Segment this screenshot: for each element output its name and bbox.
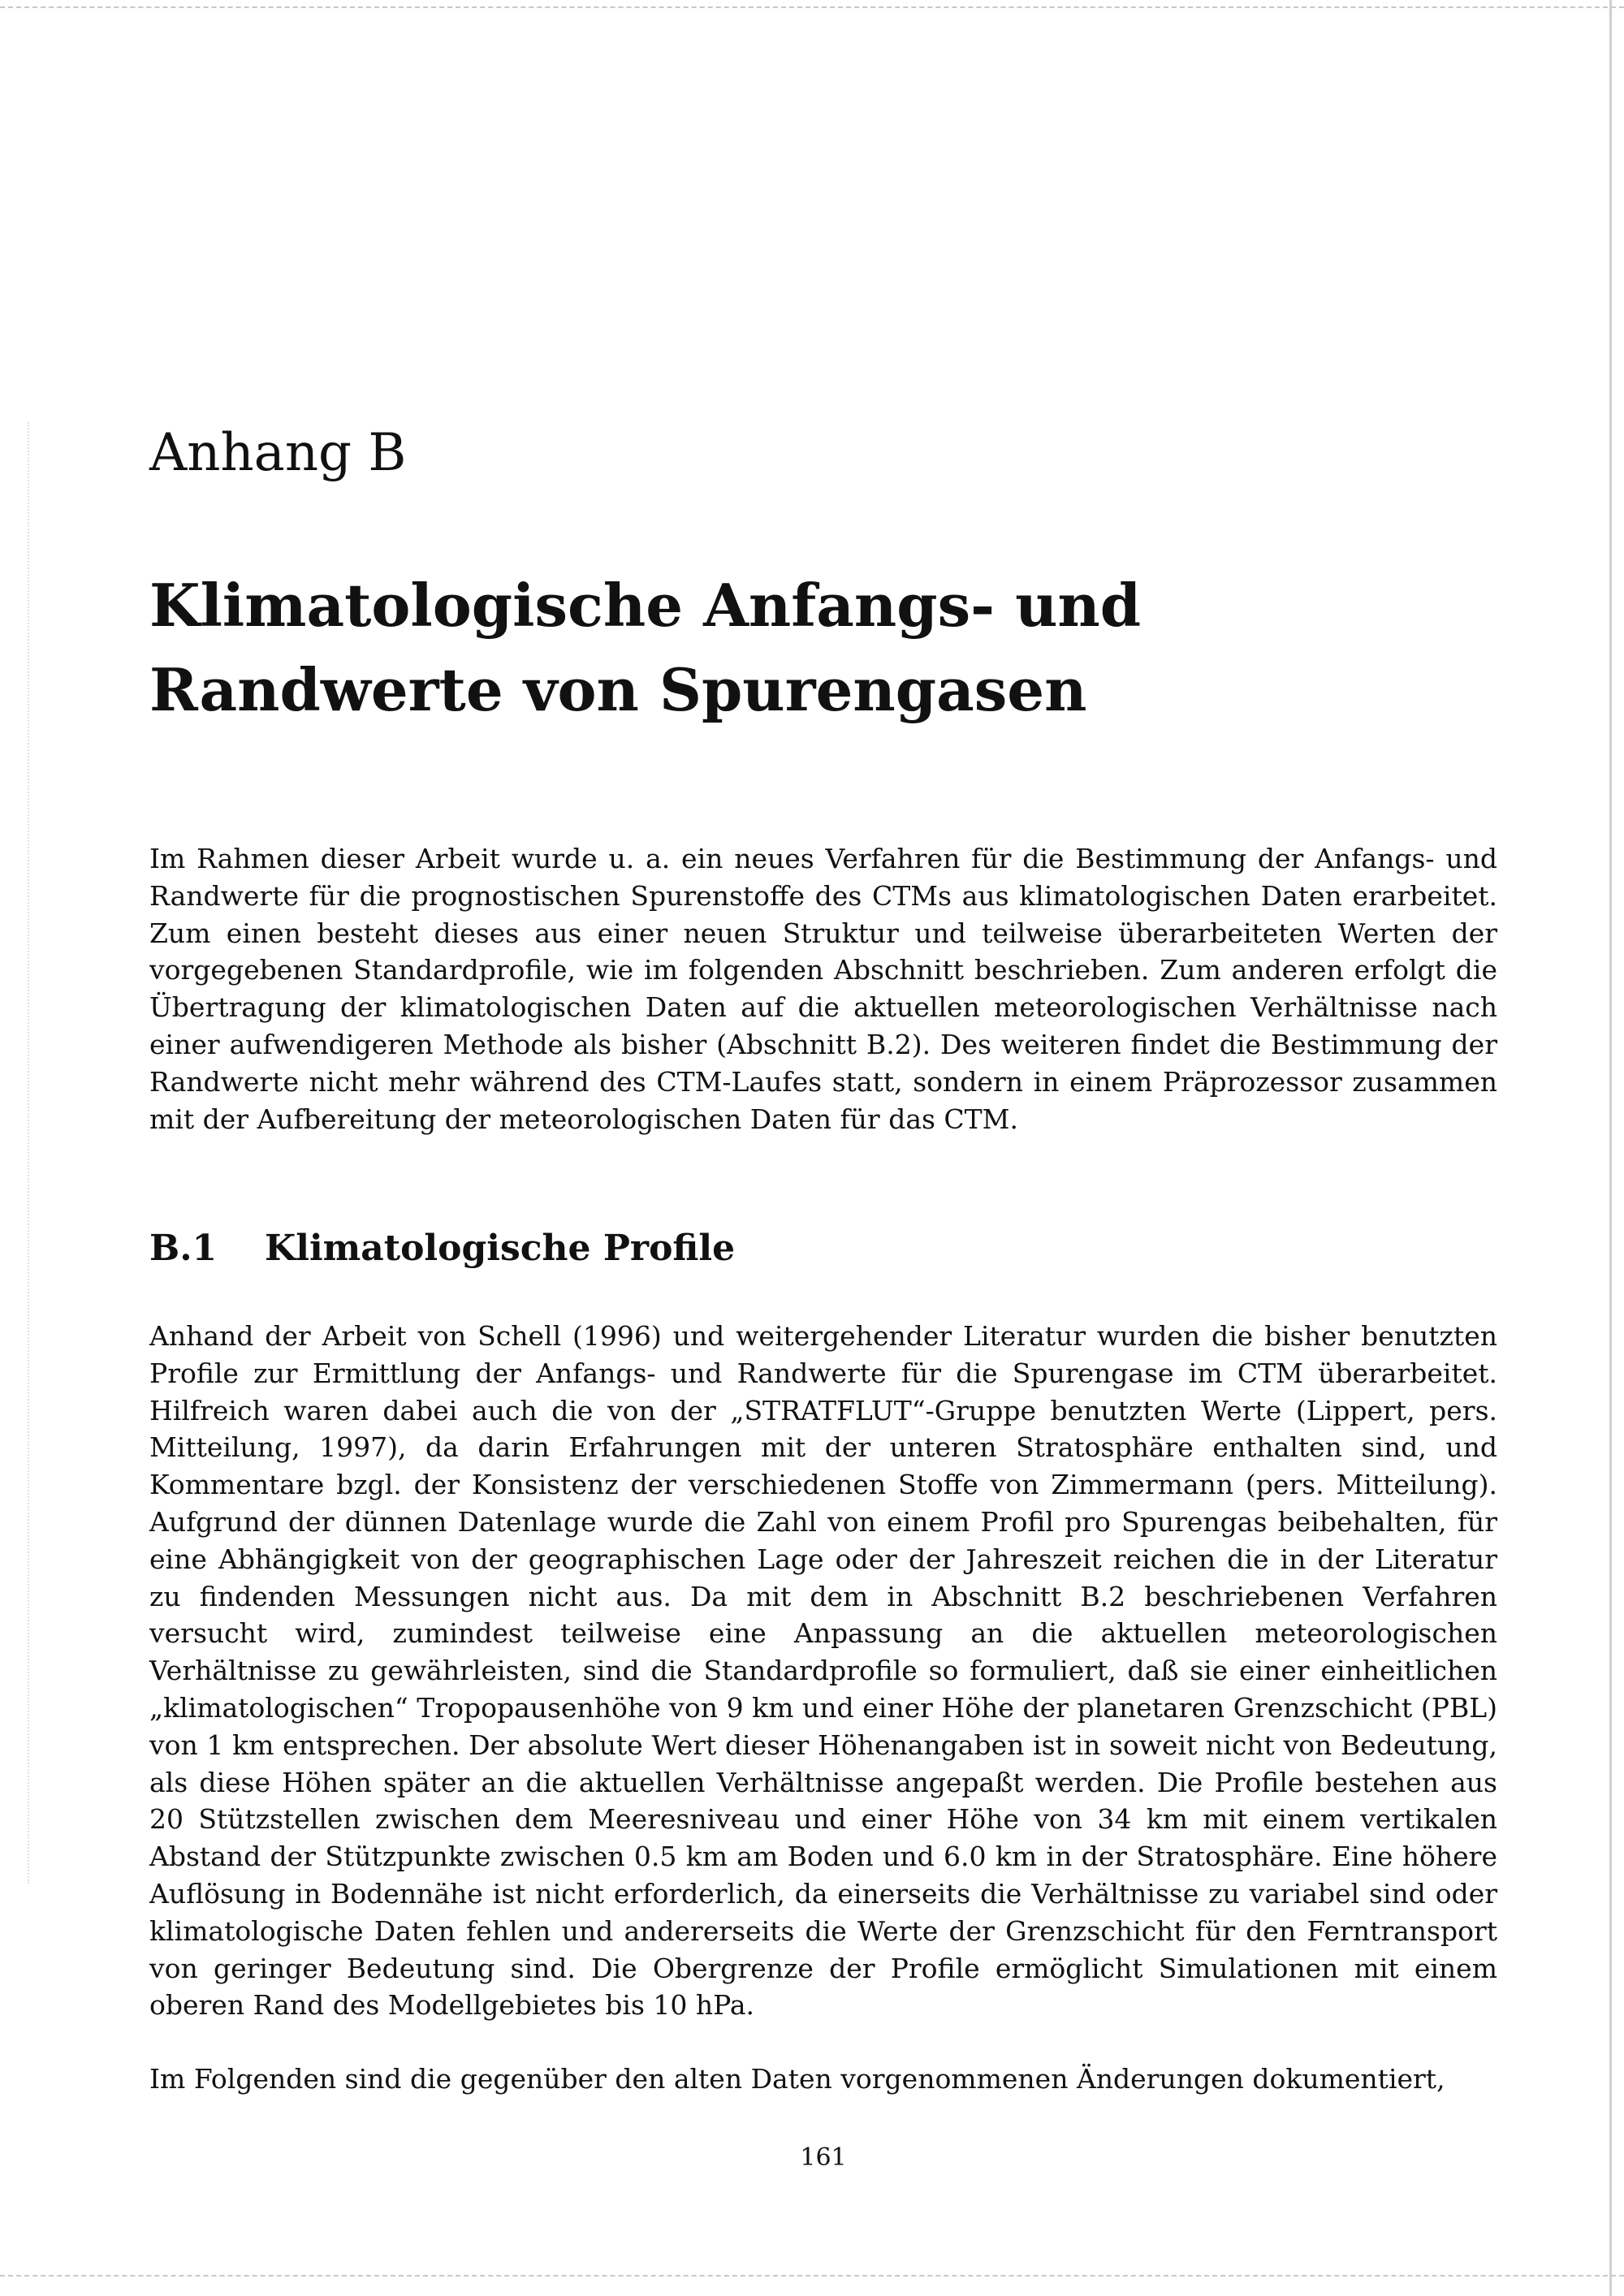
scan-right-edge-line <box>1609 0 1612 2296</box>
chapter-title-line-2: Randwerte von Spurengasen <box>149 655 1087 724</box>
section-title: Klimatologische Profile <box>265 1228 736 1269</box>
section-paragraph: Anhand der Arbeit von Schell (1996) und weitergehender Literatur wurden die bisher benutzten Profile zur Ermittlung der Anfangs- und Randwerte für die Spurengase im CTM überarbeitet. Hilfreich waren dabei auch die von der „STRATFLUT“-Gruppe benutzten Werte (Lippert, pers. Mitteilung, 1997), da darin Erfahrungen mit der unteren Stratosphäre enthalten sind, und Kommentare bzgl. der Konsistenz der verschiedenen Stoffe von Zimmermann (pers. Mitteilung). Aufgrund der dünnen Datenlage wurde die Zahl von einem Profil pro Spurengas beibehalten, für eine Abhängigkeit von der geographischen Lage oder der Jahreszeit reichen die in der Literatur zu findenden Messungen nicht aus. Da mit dem in Abschnitt B.2 beschriebenen Verfahren versucht wird, zumindest teilweise eine Anpassung an die aktuellen meteorologischen Verhältnisse zu gewährleisten, sind die Standardprofile so formuliert, daß sie einer einheitlichen „klimatologischen“ Tropopausenhöhe von 9 km und einer Höhe der planetaren Grenzschicht (PBL) von 1 km entsprechen. Der absolute Wert dieser Höhenangaben ist in soweit nicht von Bedeutung, als diese Höhen später an die aktuellen Verhältnisse angepaßt werden. Die Profile bestehen aus 20 Stützstellen zwischen dem Meeresniveau und einer Höhe von 34 km mit einem vertikalen Abstand der Stützpunkte zwischen 0.5 km am Boden und 6.0 km in der Stratosphäre. Eine höhere Auflösung in Bodennähe ist nicht erforderlich, da einerseits die Verhältnisse zu variabel sind oder klimatologische Daten fehlen und andererseits die Werte der Grenzschicht für den Ferntransport von geringer Bedeutung sind. Die Obergrenze der Profile ermöglicht Simulationen mit einem oberen Rand des Modellgebietes bis 10 hPa. <box>149 1320 1497 2022</box>
chapter-label: Anhang B <box>149 423 407 483</box>
chapter-title <box>149 563 1141 732</box>
chapter-title-line-1: Klimatologische Anfangs- und <box>149 571 1142 640</box>
continuation-paragraph: Im Folgenden sind die gegenüber den alten Daten vorgenommenen Änderungen dokumentiert, <box>149 2063 1445 2095</box>
section-heading <box>149 1224 735 1273</box>
intro-paragraph: Im Rahmen dieser Arbeit wurde u. a. ein neues Verfahren für die Bestimmung der Anfangs- und Randwerte für die prognostischen Spurenstoffe des CTMs aus klimatologischen Daten erarbeitet. Zum einen besteht dieses aus einer neuen Struktur und teilweise überarbeiteten Werten der vorgegebenen Standardprofile, wie im folgenden Abschnitt beschrieben. Zum anderen erfolgt die Übertragung der klimatologischen Daten auf die aktuellen meteorologischen Verhältnisse nach einer aufwendigeren Methode als bisher (Abschnitt B.2). Des weiteren findet die Bestimmung der Randwerte nicht mehr während des CTM-Laufes statt, sondern in einem Präprozessor zusammen mit der Aufbereitung der meteorologischen Daten für das CTM. <box>149 843 1497 1135</box>
scan-left-edge-line <box>28 422 29 1884</box>
section-number: B.1 <box>149 1228 218 1269</box>
scan-bottom-edge-line <box>0 2275 1624 2277</box>
page-number: 161 <box>800 2143 847 2172</box>
scan-top-edge-line <box>0 6 1624 8</box>
